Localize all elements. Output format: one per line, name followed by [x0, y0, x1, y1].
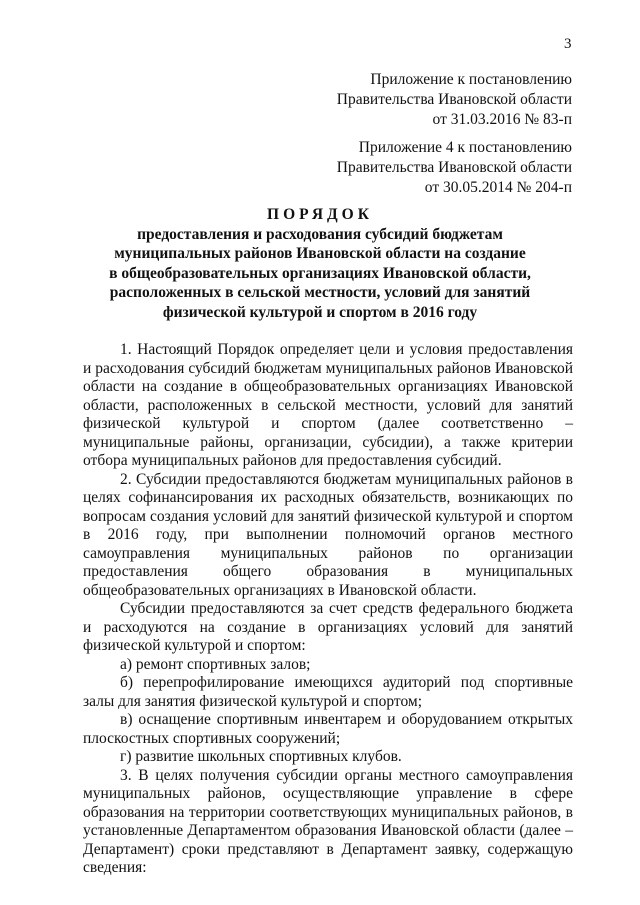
paragraph-2: 2. Субсидии предоставляются бюджетам муниципальных районов в целях софинансирования их расходных обязательств, возникающих по вопросам создания условий для занятий физической культурой и спортом в 2016 году, при выполнении полномочий органов местного самоуправления муниципальных районов по организации предоставления общего образования в муниципальных общеобразовательных организациях в Ивановской области.	[83, 470, 573, 599]
document-title	[60, 205, 580, 322]
title-line: в общеобразовательных организациях Ивановской области,	[109, 264, 531, 282]
paragraph-3: 3. В целях получения субсидии органы местного самоуправления муниципальных районов, осуществляющие управление в сфере образования на территории соответствующих муниципальных районов, в установленные Департаментом образования Ивановской области (далее – Департамент) сроки представляют в Департамент заявку, содержащую сведения:	[83, 766, 573, 876]
appendix-reference-current	[337, 70, 572, 130]
title-line: муниципальных районов Ивановской области на создание	[114, 245, 526, 262]
appendix-line: Правительства Ивановской области	[336, 91, 572, 108]
page-number: 3	[564, 36, 572, 52]
appendix-line: Приложение 4 к постановлению	[358, 139, 572, 156]
list-item-v: в) оснащение спортивным инвентарем и оборудованием открытых плоскостных спортивных сооружений;	[83, 711, 573, 747]
appendix-reference-original	[337, 138, 572, 198]
title-line: физической культурой и спортом в 2016 году	[162, 303, 478, 321]
title-line: расположенных в сельской местности, условий для занятий	[109, 284, 531, 301]
title-line: предоставления и расходования субсидий бюджетам	[137, 225, 503, 243]
list-item-b: б) перепрофилирование имеющихся аудиторий под спортивные залы для занятия физической культурой и спортом;	[83, 674, 573, 710]
title-main: ПОРЯДОК	[267, 206, 373, 223]
paragraph-subsidy-source: Субсидии предоставляются за счет средств федерального бюджета и расходуются на создание в организациях условий для занятий физической культурой и спортом:	[83, 600, 573, 654]
appendix-line: от 31.03.2016 № 83-п	[432, 111, 572, 128]
list-item-g: г) развитие школьных спортивных клубов.	[120, 748, 402, 765]
document-body	[83, 341, 573, 878]
appendix-line: Приложение к постановлению	[370, 71, 572, 88]
paragraph-1: 1. Настоящий Порядок определяет цели и условия предоставления и расходования субсидий бюджетам муниципальных районов Ивановской области на создание в общеобразовательных организациях Ивановской области, расположенных в сельской местности, условий для занятий физической культурой и спортом (далее соответственно – муниципальные районы, организации, субсидии), а также критерии отбора муниципальных районов для предоставления субсидий.	[83, 341, 573, 469]
appendix-line: от 30.05.2014 № 204-п	[424, 179, 572, 196]
appendix-line: Правительства Ивановской области	[336, 159, 572, 176]
list-item-a: а) ремонт спортивных залов;	[120, 655, 311, 673]
